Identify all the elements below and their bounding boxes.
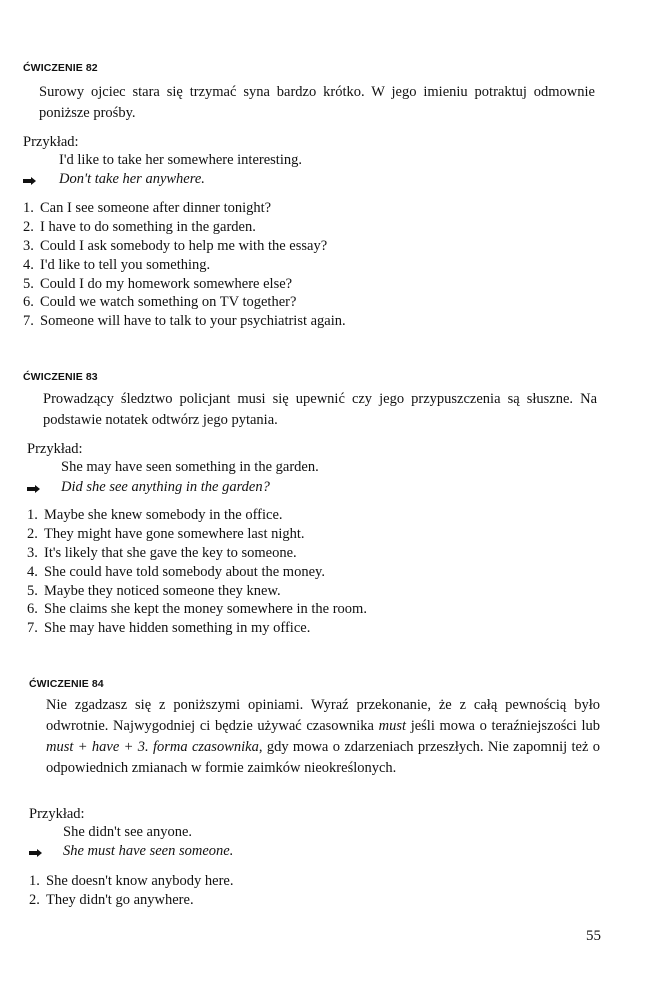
exercise-82-items xyxy=(23,199,346,331)
exercise-83-example-answer: Did she see anything in the garden? xyxy=(61,479,270,495)
instruction-must: must xyxy=(378,718,407,734)
item-number: 7. xyxy=(23,313,34,330)
list-item xyxy=(27,600,367,619)
item-number: 1. xyxy=(23,200,34,216)
pointing-hand-icon xyxy=(29,848,43,858)
item-number: 3. xyxy=(23,237,34,254)
item-number: 4. xyxy=(23,256,34,273)
item-text: She claims she kept the money somewhere in the room. xyxy=(44,601,367,618)
list-item xyxy=(23,256,346,275)
list-item xyxy=(27,525,367,544)
item-text: They might have gone somewhere last night. xyxy=(44,525,305,542)
list-item xyxy=(23,199,346,218)
list-item xyxy=(27,619,367,638)
exercise-82-example-sentence: I'd like to take her somewhere interesting. xyxy=(59,152,302,168)
pointing-hand-icon xyxy=(23,176,37,186)
item-text: She could have told somebody about the money. xyxy=(44,563,325,580)
list-item xyxy=(23,312,346,331)
exercise-83-example-sentence: She may have seen something in the garden. xyxy=(61,459,319,475)
exercise-83-example-label: Przykład: xyxy=(27,441,83,457)
pointing-hand-icon xyxy=(27,484,41,494)
instruction-text: jeśli mowa o teraźniejszości lub xyxy=(406,718,600,734)
exercise-82-example-answer: Don't take her anywhere. xyxy=(59,171,205,187)
list-item xyxy=(23,293,346,312)
list-item xyxy=(29,891,233,910)
item-number: 2. xyxy=(27,525,38,542)
list-item xyxy=(27,544,367,563)
item-number: 7. xyxy=(27,620,38,637)
list-item xyxy=(23,218,346,237)
item-text: They didn't go anywhere. xyxy=(46,891,194,908)
item-text: Could I do my homework somewhere else? xyxy=(40,275,293,292)
item-number: 2. xyxy=(23,218,34,235)
exercise-83-title: ĆWICZENIE 83 xyxy=(23,371,98,383)
item-number: 1. xyxy=(27,507,38,523)
instruction-formula: must + have + 3. forma czasownika xyxy=(46,739,259,755)
list-item xyxy=(27,582,367,601)
exercise-84-example-label: Przykład: xyxy=(29,806,85,822)
exercise-84-example-answer: She must have seen someone. xyxy=(63,843,234,859)
item-text: I'd like to tell you something. xyxy=(40,256,211,273)
list-item xyxy=(23,275,346,294)
exercise-84-instruction xyxy=(46,695,600,779)
page-number: 55 xyxy=(586,928,601,944)
list-item xyxy=(29,872,233,891)
instruction-text: Nie zgadzasz się z poniższymi opiniami. Wyraź przekonanie, że z całą pewnością było odwrotnie. Najwygodniej ci będzie używać czasownika xyxy=(46,697,600,734)
item-number: 6. xyxy=(23,294,34,311)
exercise-82-title: ĆWICZENIE 82 xyxy=(23,62,98,74)
exercise-83-items xyxy=(27,506,367,638)
item-text: Can I see someone after dinner tonight? xyxy=(40,200,272,216)
item-text: I have to do something in the garden. xyxy=(40,218,256,235)
exercise-83-instruction: Prowadzący śledztwo policjant musi się upewnić czy jego przypuszczenia są słuszne. Na podstawie notatek odtwórz jego pytania. xyxy=(43,391,597,428)
item-number: 5. xyxy=(27,582,38,599)
item-text: Could I ask somebody to help me with the essay? xyxy=(40,237,328,254)
list-item xyxy=(23,237,346,256)
item-text: She doesn't know anybody here. xyxy=(46,873,234,889)
item-text: Maybe she knew somebody in the office. xyxy=(44,507,283,523)
list-item xyxy=(27,506,367,525)
exercise-84-items xyxy=(29,872,233,910)
item-text: Maybe they noticed someone they knew. xyxy=(44,582,281,599)
item-number: 3. xyxy=(27,544,38,561)
exercise-84-title: ĆWICZENIE 84 xyxy=(29,678,104,690)
exercise-82-example-label: Przykład: xyxy=(23,134,79,150)
item-number: 5. xyxy=(23,275,34,292)
item-text: Someone will have to talk to your psychiatrist again. xyxy=(40,313,346,330)
item-text: She may have hidden something in my office. xyxy=(44,620,311,637)
item-text: Could we watch something on TV together? xyxy=(40,294,297,311)
item-number: 1. xyxy=(29,873,40,889)
exercise-82-instruction: Surowy ojciec stara się trzymać syna bardzo krótko. W jego imieniu potraktuj odmownie poniższe prośby. xyxy=(39,84,595,121)
item-number: 6. xyxy=(27,601,38,618)
list-item xyxy=(27,563,367,582)
exercise-84-example-sentence: She didn't see anyone. xyxy=(63,824,193,840)
instruction-text: , gdy mowa o zdarzeniach przeszłych. Nie zapomnij też o odpowiednich zmianach w formie zaimków nieokreślonych. xyxy=(46,739,600,776)
item-number: 4. xyxy=(27,563,38,580)
item-number: 2. xyxy=(29,891,40,908)
item-text: It's likely that she gave the key to someone. xyxy=(44,544,297,561)
